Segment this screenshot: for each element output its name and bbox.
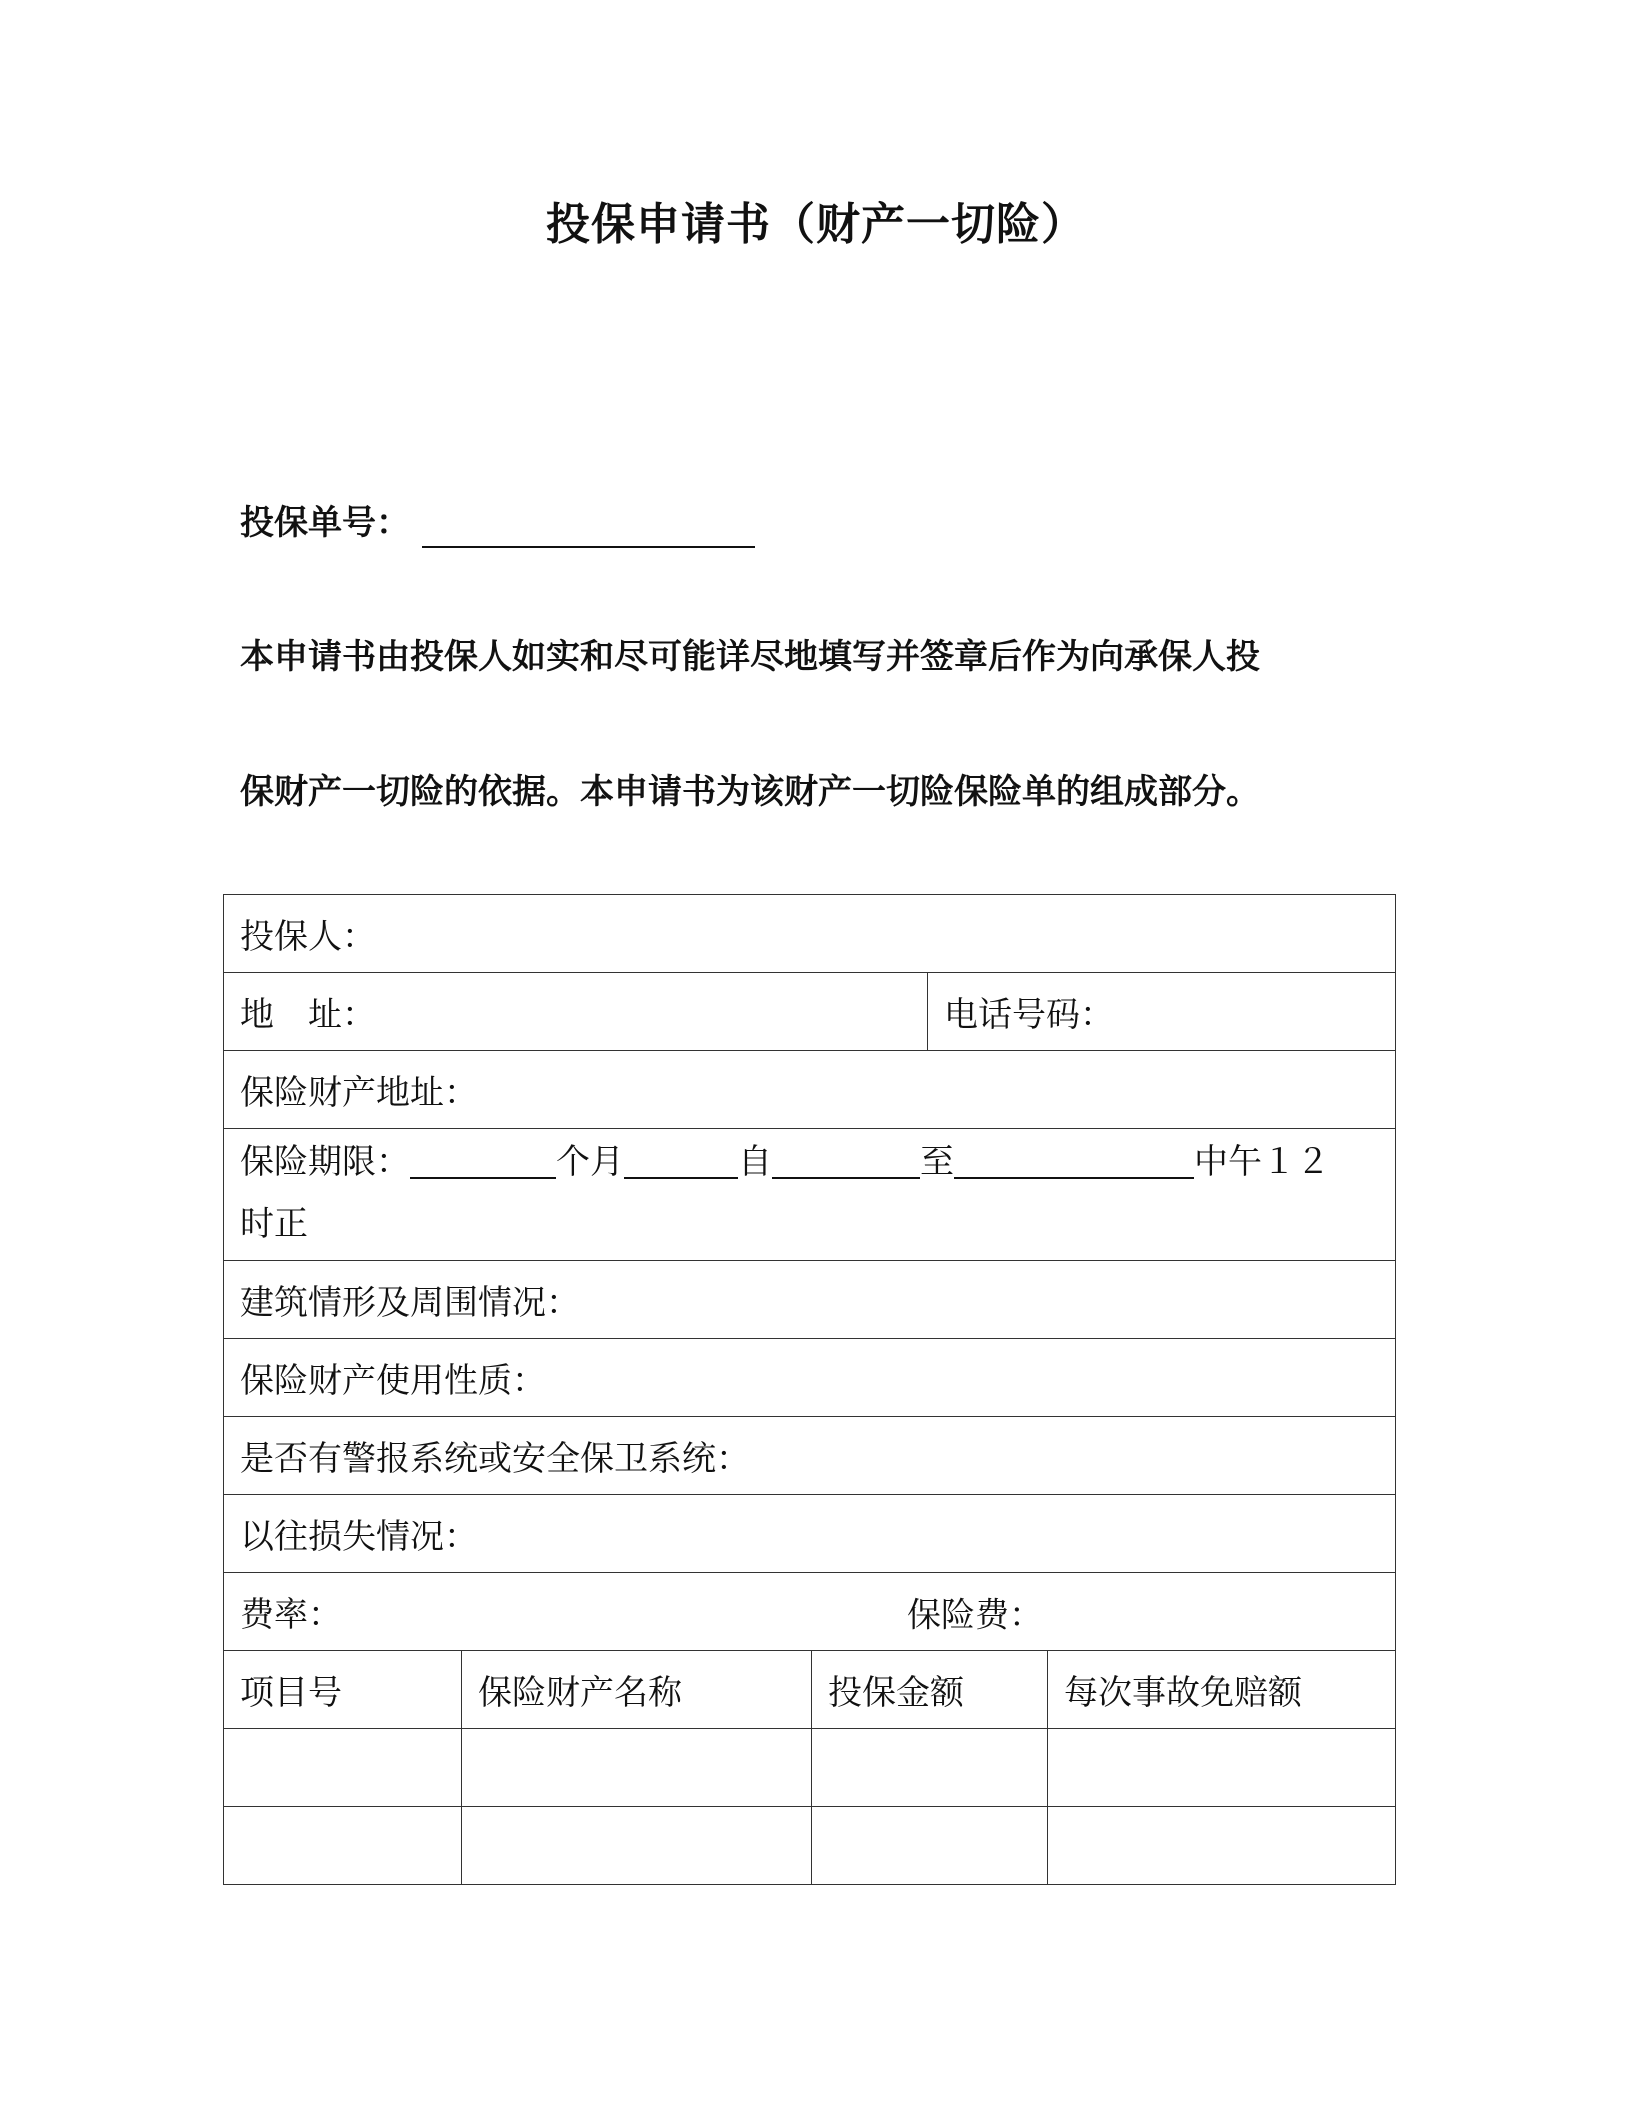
- period-end-date-blank[interactable]: [954, 1137, 1194, 1179]
- column-header-deductible: 每次事故免赔额: [1048, 1651, 1396, 1729]
- address-cell[interactable]: [224, 973, 928, 1051]
- building-label: 建筑情形及周围情况：: [240, 1283, 580, 1323]
- column-header-item-no: 项目号: [224, 1651, 462, 1729]
- table-cell[interactable]: [462, 1729, 812, 1807]
- table-cell[interactable]: [224, 1807, 462, 1885]
- period-noon-label: 中午１２: [1194, 1142, 1330, 1182]
- address-label: 地 址：: [240, 995, 376, 1035]
- premium-label: 保险费：: [907, 1595, 1043, 1635]
- period-from-label: 自: [738, 1142, 772, 1182]
- applicant-cell[interactable]: [224, 895, 1396, 973]
- intro-line-1: 本申请书由投保人如实和尽可能详尽地填写并签章后作为向承保人投: [240, 637, 1260, 677]
- period-start-blank[interactable]: [624, 1137, 738, 1179]
- period-start-date-blank[interactable]: [772, 1137, 920, 1179]
- period-noon-label-cont: 时正: [240, 1204, 308, 1244]
- rate-label: 费率：: [240, 1595, 342, 1635]
- table-cell[interactable]: [1048, 1729, 1396, 1807]
- period-label: 保险期限：: [240, 1142, 410, 1182]
- column-header-sum-insured: 投保金额: [812, 1651, 1048, 1729]
- building-cell[interactable]: [224, 1261, 1396, 1339]
- period-months-blank[interactable]: [410, 1137, 556, 1179]
- rate-premium-cell[interactable]: [224, 1573, 1396, 1651]
- phone-label: 电话号码：: [944, 995, 1114, 1035]
- table-cell[interactable]: [812, 1807, 1048, 1885]
- intro-line-2: 保财产一切险的依据。本申请书为该财产一切险保险单的组成部分。: [240, 772, 1260, 812]
- applicant-label: 投保人：: [240, 917, 376, 957]
- phone-cell[interactable]: [928, 973, 1396, 1051]
- policy-number-label: 投保单号：: [240, 503, 410, 543]
- table-row: [224, 1729, 1396, 1807]
- past-losses-label: 以往损失情况：: [240, 1517, 478, 1557]
- usage-label: 保险财产使用性质：: [240, 1361, 546, 1401]
- table-cell[interactable]: [224, 1729, 462, 1807]
- table-row: [224, 1807, 1396, 1885]
- period-to-label: 至: [920, 1142, 954, 1182]
- insurance-period-cell: [224, 1129, 1396, 1261]
- insured-property-address-cell[interactable]: [224, 1051, 1396, 1129]
- table-cell[interactable]: [462, 1807, 812, 1885]
- page-title: 投保申请书（财产一切险）: [546, 199, 1086, 250]
- policy-number-blank[interactable]: [422, 502, 755, 548]
- table-cell[interactable]: [1048, 1807, 1396, 1885]
- insured-property-address-label: 保险财产地址：: [240, 1073, 478, 1113]
- past-losses-cell[interactable]: [224, 1495, 1396, 1573]
- period-months-label: 个月: [556, 1142, 624, 1182]
- alarm-label: 是否有警报系统或安全保卫系统：: [240, 1439, 750, 1479]
- policy-number-field: [240, 498, 755, 548]
- alarm-cell[interactable]: [224, 1417, 1396, 1495]
- table-cell[interactable]: [812, 1729, 1048, 1807]
- usage-cell[interactable]: [224, 1339, 1396, 1417]
- application-form-table: [223, 894, 1396, 1885]
- column-header-property-name: 保险财产名称: [462, 1651, 812, 1729]
